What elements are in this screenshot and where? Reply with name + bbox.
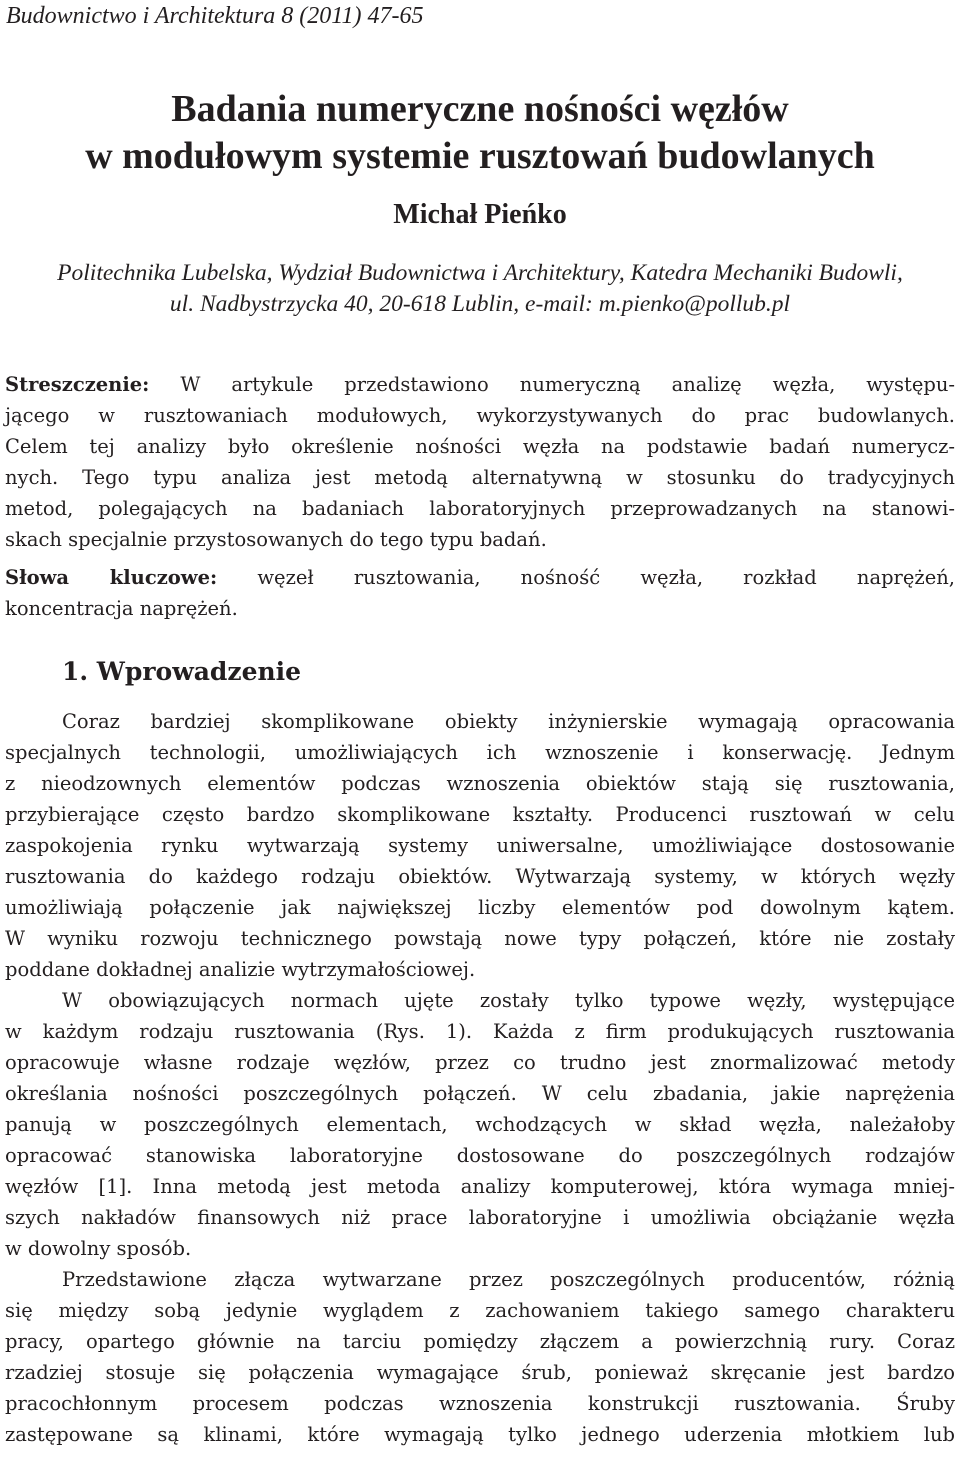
paragraph-line: panują w poszczególnych elementach, wchodzących w skład węzła, należałoby	[5, 1113, 955, 1136]
abstract-label: Streszczenie:	[5, 373, 150, 396]
paragraph-line: szych nakładów finansowych niż prace laboratoryjne i umożliwia obciążanie węzła	[5, 1206, 955, 1229]
paragraph-line: pracochłonnym procesem podczas wznoszenia konstrukcji rusztowania. Śruby	[5, 1392, 955, 1415]
paragraph-line: z nieodzownych elementów podczas wznoszenia obiektów stają się rusztowania,	[5, 772, 955, 795]
abstract-line: skach specjalnie przystosowanych do tego typu badań.	[5, 528, 547, 551]
abstract-line: nych. Tego typu analiza jest metodą alternatywną w stosunku do tradycyjnych	[5, 466, 955, 489]
paragraph-line: Coraz bardziej skomplikowane obiekty inżynierskie wymagają opracowania	[62, 710, 955, 733]
paragraph-line: umożliwiają połączenie jak największej liczby elementów pod dowolnym kątem.	[5, 896, 955, 919]
abstract	[5, 369, 955, 555]
keywords-line	[5, 562, 955, 593]
paragraph-line: Przedstawione złącza wytwarzane przez poszczególnych producentów, różnią	[62, 1268, 955, 1291]
keywords	[5, 562, 955, 624]
keywords-line: koncentracja naprężeń.	[5, 597, 238, 620]
paragraph-line: w każdym rodzaju rusztowania (Rys. 1). Każda z firm produkujących rusztowania	[5, 1020, 955, 1043]
paragraph-line: W wyniku rozwoju technicznego powstają nowe typy połączeń, które nie zostały	[5, 927, 955, 950]
abstract-line: metod, polegających na badaniach laboratoryjnych przeprowadzanych na stanowi-	[5, 497, 955, 520]
paragraph-line: zaspokojenia rynku wytwarzają systemy uniwersalne, umożliwiające dostosowanie	[5, 834, 955, 857]
abstract-line: jącego w rusztowaniach modułowych, wykorzystywanych do prac budowlanych.	[5, 404, 955, 427]
keywords-label: Słowa kluczowe:	[5, 566, 218, 589]
abstract-line	[5, 369, 955, 400]
author-name: Michał Pieńko	[393, 199, 567, 230]
title-line: Badania numeryczne nośności węzłów	[171, 88, 789, 130]
paragraph-line: w dowolny sposób.	[5, 1237, 192, 1260]
keywords-text: węzeł rusztowania, nośność węzła, rozkład naprężeń,	[217, 566, 955, 589]
affiliation-line: ul. Nadbystrzycka 40, 20-618 Lublin, e-mail: m.pienko@pollub.pl	[169, 291, 791, 317]
running-head: Budownictwo i Architektura 8 (2011) 47-65	[6, 3, 424, 29]
paragraph-line: rzadziej stosuje się połączenia wymagające śrub, ponieważ skręcanie jest bardzo	[5, 1361, 955, 1384]
section-heading: 1. Wprowadzenie	[62, 657, 302, 686]
section-body	[5, 706, 955, 1450]
abstract-line: Celem tej analizy było określenie nośności węzła na podstawie badań numerycz-	[5, 435, 955, 458]
paragraph-line: poddane dokładnej analizie wytrzymałościowej.	[5, 958, 476, 981]
paragraph-line: opracować stanowiska laboratoryjne dostosowane do poszczególnych rodzajów	[5, 1144, 955, 1167]
paragraph-line: węzłów [1]. Inna metodą jest metoda analizy komputerowej, która wymaga mniej-	[5, 1175, 955, 1198]
title-line: w modułowym systemie rusztowań budowlanych	[85, 135, 875, 177]
paragraph-line: się między sobą jedynie wyglądem z zachowaniem takiego samego charakteru	[5, 1299, 955, 1322]
paragraph-line: pracy, opartego głównie na tarciu pomiędzy złączem a powierzchnią rury. Coraz	[5, 1330, 955, 1353]
paragraph-line: określania nośności poszczególnych połączeń. W celu zbadania, jakie naprężenia	[5, 1082, 955, 1105]
abstract-text: W artykule przedstawiono numeryczną analizę węzła, występu-	[149, 373, 955, 396]
paragraph-line: zastępowane są klinami, które wymagają tylko jednego uderzenia młotkiem lub	[5, 1423, 955, 1446]
paragraph-line: specjalnych technologii, umożliwiających ich wznoszenie i konserwację. Jednym	[5, 741, 955, 764]
paragraph-line: opracowuje własne rodzaje węzłów, przez co trudno jest znormalizować metody	[5, 1051, 955, 1074]
paragraph-line: W obowiązujących normach ujęte zostały tylko typowe węzły, występujące	[62, 989, 955, 1012]
paper-title	[0, 86, 960, 180]
paragraph-line: rusztowania do każdego rodzaju obiektów. Wytwarzają systemy, w których węzły	[5, 865, 955, 888]
author-affiliation	[0, 258, 960, 320]
paragraph-line: przybierające często bardzo skomplikowane kształty. Producenci rusztowań w celu	[5, 803, 955, 826]
affiliation-line: Politechnika Lubelska, Wydział Budownictwa i Architektury, Katedra Mechaniki Budowli,	[57, 260, 903, 286]
